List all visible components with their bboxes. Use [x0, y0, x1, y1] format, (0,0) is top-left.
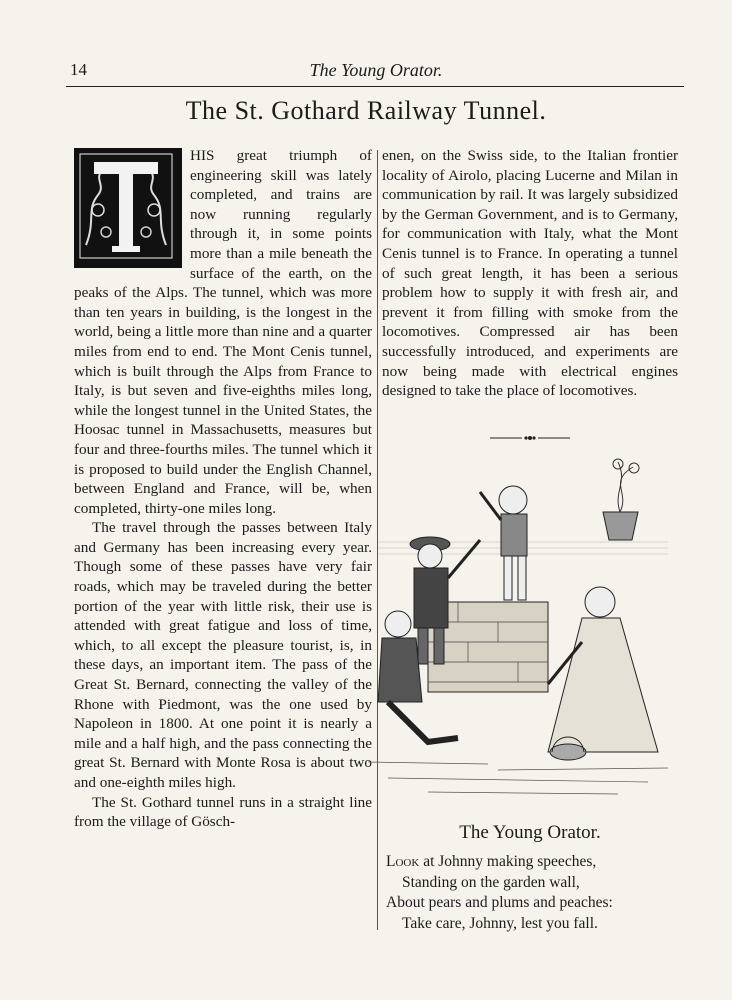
page-number: 14 — [70, 60, 87, 79]
poem — [386, 852, 686, 934]
paragraph-continuation: enen, on the Swiss side, to the Italian frontier locality of Airolo, placing Lucerne and Milan in communication by rail. It was largely subsidized by the German Government, and is to Germany, for communication with Italy, what the Mont Cenis tunnel is to France. In operating a tunnel of such great length, it has been a serious problem how to supply it with fresh air, and prevent it from filling with smoke from the locomotives. Compressed air has been successfully introduced, and experiments are now being made with electrical engines designed to take the place of locomotives. — [382, 147, 678, 400]
young-orator-engraving — [368, 452, 678, 812]
article-title: The St. Gothard Railway Tunnel. — [185, 96, 547, 125]
poem-line-1-rest: at Johnny making speeches, — [419, 853, 597, 870]
poem-line-3: About pears and plums and peaches: — [386, 894, 613, 911]
poem-title: The Young Orator. — [459, 822, 601, 843]
left-column — [74, 146, 372, 832]
running-head — [70, 60, 682, 84]
poem-line-1 — [386, 852, 686, 873]
section-ornament — [490, 434, 570, 442]
decorated-initial-t — [76, 150, 176, 262]
poem-line-2: Standing on the garden wall, — [402, 873, 580, 891]
poem-line-4: Take care, Johnny, lest you fall. — [402, 914, 598, 932]
paragraph-3: The St. Gothard tunnel runs in a straight line from the village of Gösch- — [74, 793, 372, 831]
poem-first-word: Look — [386, 853, 420, 870]
right-column — [382, 146, 678, 401]
running-title: The Young Orator. — [309, 60, 443, 80]
drop-cap-ornament — [74, 148, 182, 268]
paragraph-2: The travel through the passes between Italy and Germany has been increasing every year. Though some of these passes have very fair roads, which may be traveled during the better portion of the year with little risk, their use is attended with great fatigue and loss of time, which, to all except the pleasure tourist, is, in these days, an important item. The pass of the Great St. Bernard, connecting the valley of the Rhone with Piedmont, was the one used by Napoleon in 1800. At one point it is nearly a mile and a half high, and the pass connecting the great St. Bernard with Monte Rosa is about two and one-eighth miles high. — [74, 519, 372, 791]
header-rule — [66, 86, 684, 87]
paragraph-1: HIS great triumph of engineering skill was lately completed, and trains are now running regularly through it, in some points more than a mile beneath the surface of the earth, on the peaks of the Alps. The tunnel, which was more than ten years in building, is the longest in the world, being a little more than nine and a quarter miles from end to end. The Mont Cenis tunnel, which is built through the Alps from France to Italy, is but seven and five-eighths miles long, while the longest tunnel in the United States, the Hoosac tunnel in Massachusetts, measures but four and three-fourths miles. The tunnel which it is proposed to build under the English Channel, between England and France, will be, when completed, thirty-one miles long. — [74, 147, 372, 517]
